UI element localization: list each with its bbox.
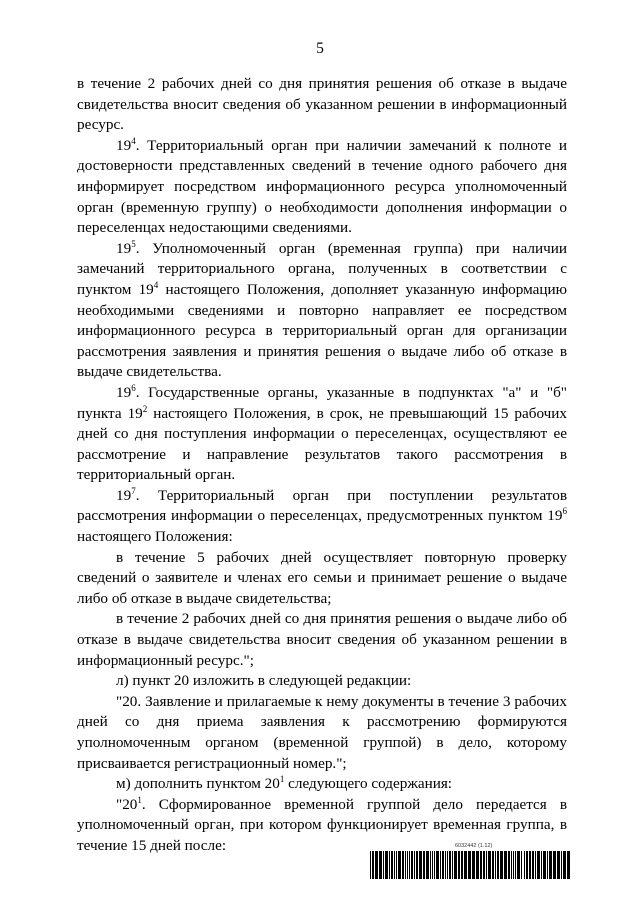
clause-number: 19 bbox=[116, 136, 132, 154]
clause-superscript: 5 bbox=[131, 238, 136, 249]
paragraph-text: м) дополнить пунктом 20 bbox=[116, 775, 280, 793]
reference-superscript: 4 bbox=[153, 279, 159, 290]
document-body bbox=[77, 74, 567, 857]
paragraph: "20. Заявление и прилагаемые к нему документы в течение 3 рабочих дней со дня приема заявления к рассмотрению формируются уполномоченным органом (временной группой) в дело, которому присваивается регистрационный номер."; bbox=[77, 692, 567, 772]
clause-superscript: 1 bbox=[137, 794, 142, 805]
clause-number: 19 bbox=[116, 486, 132, 504]
document-code: 6032442 (1.12) bbox=[455, 843, 493, 849]
clause-superscript: 4 bbox=[131, 135, 136, 146]
barcode-icon bbox=[370, 851, 570, 879]
paragraph-text: настоящего Положения, в срок, не превышающий 15 рабочих дней со дня поступления информации о переселенцах, осуществляют ее рассмотрение и направление результатов такого рассмотрения в территориальный орган. bbox=[77, 404, 568, 484]
paragraph: л) пункт 20 изложить в следующей редакции: bbox=[116, 672, 412, 690]
paragraph-text: . Уполномоченный орган (временная группа) при наличии замечаний территориального органа, полученных в соответствии с пунктом 19 bbox=[77, 239, 567, 298]
paragraph-text: . Сформированное временной группой дело передается в уполномоченный орган, при котором функционирует временная группа, в течение 15 дней после: bbox=[77, 795, 567, 854]
clause-number: "20 bbox=[116, 795, 138, 813]
page-number: 5 bbox=[316, 40, 324, 57]
paragraph: в течение 2 рабочих дней со дня принятия решения об отказе в выдаче свидетельства вносит сведения об указанном решении в информационный ресурс. bbox=[77, 75, 567, 134]
clause-superscript: 6 bbox=[131, 382, 136, 393]
paragraph-text: настоящего Положения: bbox=[77, 528, 233, 546]
clause-number: 19 bbox=[116, 239, 132, 257]
reference-superscript: 2 bbox=[142, 403, 148, 414]
clause-number: 19 bbox=[116, 383, 132, 401]
paragraph-text: . Территориальный орган при наличии замечаний к полноте и достоверности представленных сведений в течение одного рабочего дня информирует посредством информационного ресурса уполномоченный орган (временную группу) о необходимости дополнения информации о переселенцах недостающими сведениями. bbox=[77, 136, 567, 237]
paragraph-19-5 bbox=[77, 239, 567, 383]
reference-superscript: 6 bbox=[562, 506, 567, 517]
paragraph: в течение 5 рабочих дней осуществляет повторную проверку сведений о заявителе и членах его семьи и принимает решение о выдаче либо об отказе в выдаче свидетельства; bbox=[77, 548, 567, 607]
paragraph-19-7 bbox=[77, 486, 567, 548]
clause-superscript: 7 bbox=[131, 485, 136, 496]
paragraph bbox=[77, 774, 567, 795]
paragraph-text: настоящего Положения, дополняет указанную информацию необходимыми сведениями и повторно направляет ее посредством информационного ресурса в территориальный орган для организации рассмотрения заявления и принятия решения о выдаче либо об отказе в выдаче свидетельства. bbox=[77, 280, 567, 381]
paragraph-19-6 bbox=[77, 383, 567, 486]
paragraph-text: . Государственные органы, указанные в подпунктах "а" и "б" пункта 19 bbox=[77, 383, 567, 422]
paragraph-19-4 bbox=[77, 136, 567, 239]
paragraph-text: . Территориальный орган при поступлении результатов рассмотрения информации о переселенцах, предусмотренных пунктом 19 bbox=[77, 486, 567, 525]
paragraph: в течение 2 рабочих дней со дня принятия решения о выдаче либо об отказе в выдаче свидетельства вносит сведения об указанном решении в информационный ресурс."; bbox=[77, 610, 567, 669]
paragraph-text: следующего содержания: bbox=[284, 775, 453, 793]
reference-superscript: 1 bbox=[279, 774, 285, 785]
